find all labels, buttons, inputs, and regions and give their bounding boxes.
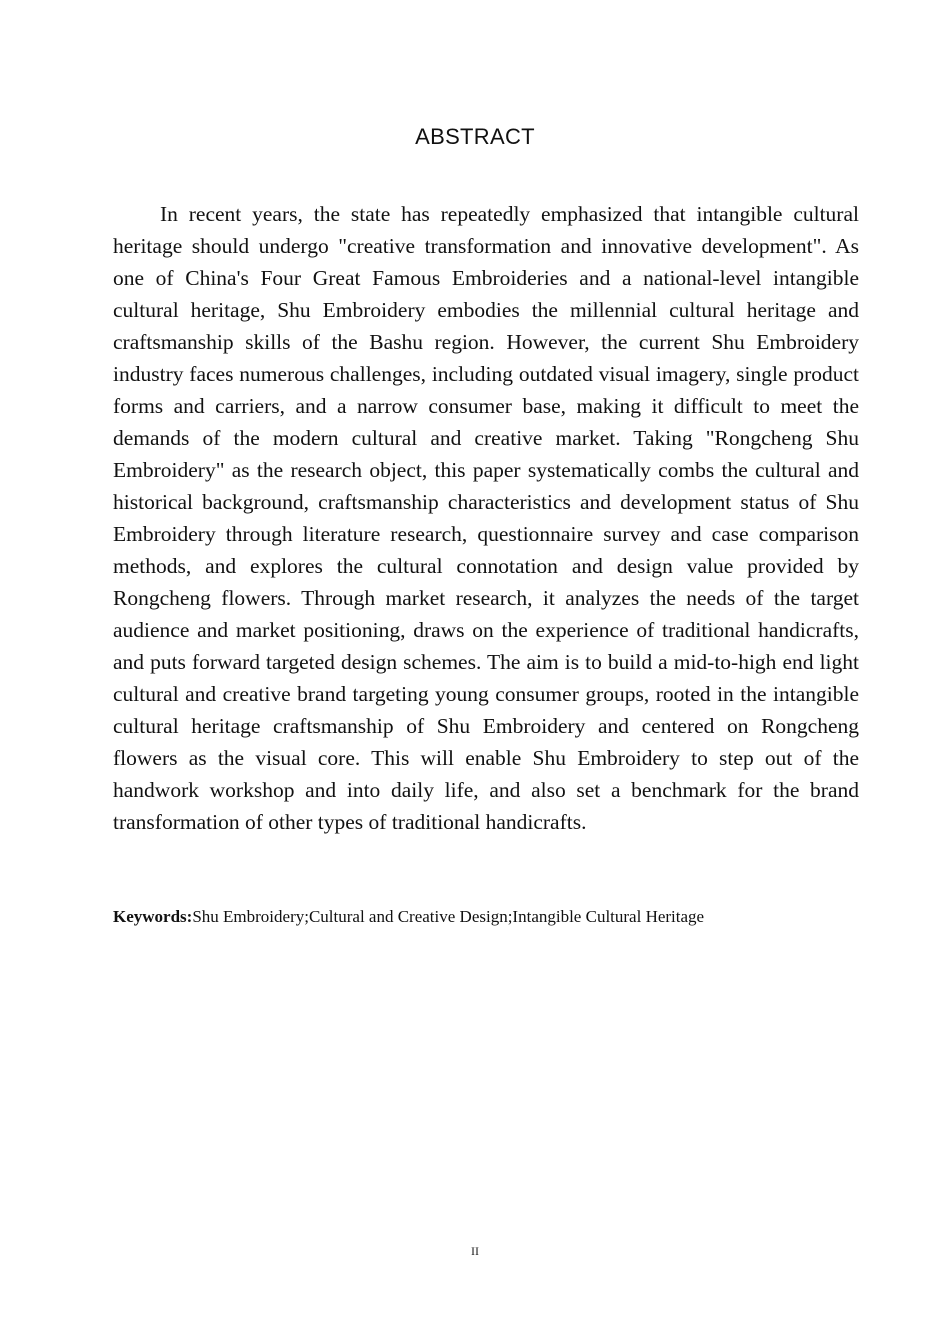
- keywords-list: Shu Embroidery;Cultural and Creative Design;Intangible Cultural Heritage: [192, 907, 705, 926]
- keywords-label: Keywords:: [113, 907, 193, 926]
- abstract-paragraph: In recent years, the state has repeatedly emphasized that intangible cultural heritage should undergo "creative transformation and innovative development". As one of China's Four Great Famous Embroideries and a national-level intangible cultural heritage, Shu Embroidery embodies the millennial cultural heritage and craftsmanship skills of the Bashu region. However, the current Shu Embroidery industry faces numerous challenges, including outdated visual imagery, single product forms and carriers, and a narrow consumer base, making it difficult to meet the demands of the modern cultural and creative market. Taking "Rongcheng Shu Embroidery" as the research object, this paper systematically combs the cultural and historical background, craftsmanship characteristics and development status of Shu Embroidery through literature research, questionnaire survey and case comparison methods, and explores the cultural connotation and design value provided by Rongcheng flowers. Through market research, it analyzes the needs of the target audience and market positioning, draws on the experience of traditional handicrafts, and puts forward targeted design schemes. The aim is to build a mid-to-high end light cultural and creative brand targeting young consumer groups, rooted in the intangible cultural heritage craftsmanship of Shu Embroidery and centered on Rongcheng flowers as the visual core. This will enable Shu Embroidery to step out of the handwork workshop and into daily life, and also set a benchmark for the brand transformation of other types of traditional handicrafts.: [113, 202, 859, 834]
- abstract-title: ABSTRACT: [415, 124, 535, 149]
- page-number: II: [471, 1244, 479, 1258]
- keywords-line: [113, 905, 873, 929]
